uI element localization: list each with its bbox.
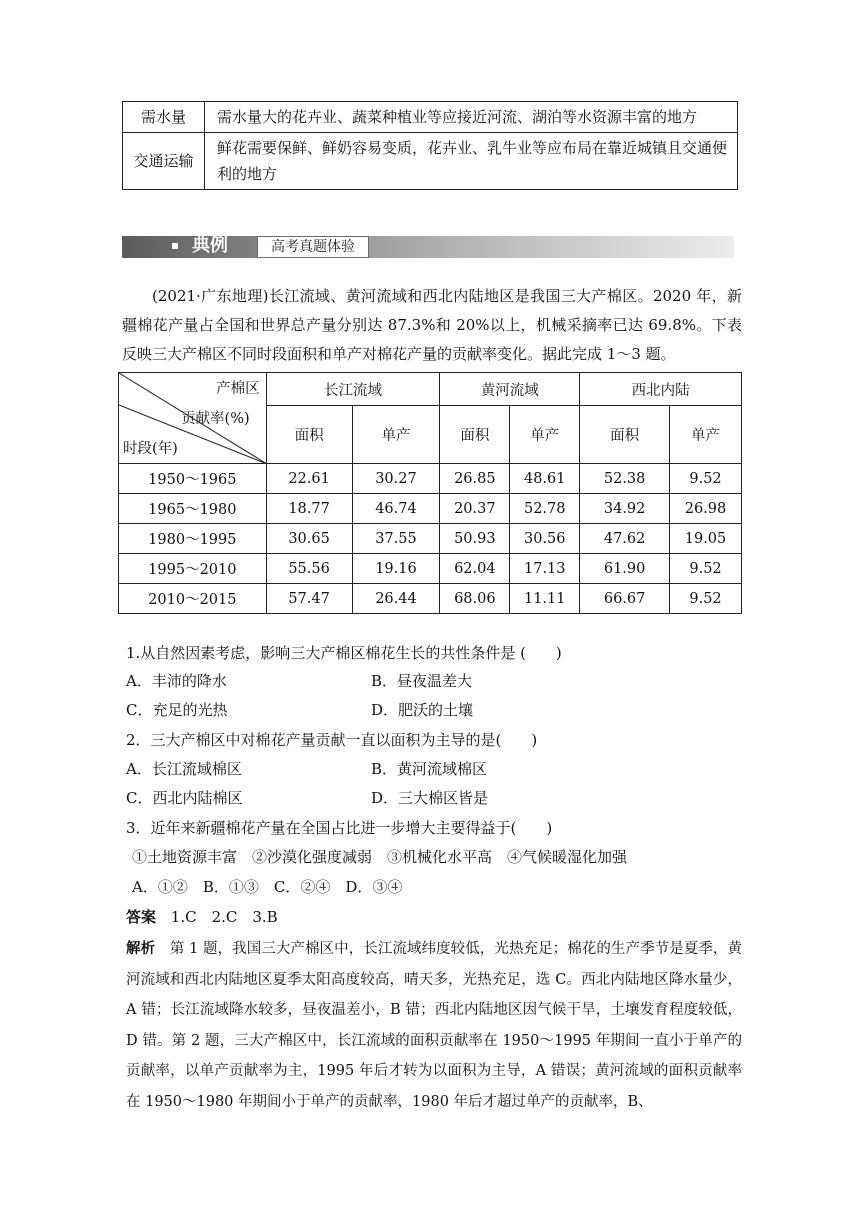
question-2-option-a: A．长江流域棉区 [126,760,242,778]
question-1-option-b: B．昼夜温差大 [371,672,473,690]
value-cell: 52.38 [580,464,670,494]
explanation-text: 第 1 题，我国三大产棉区中，长江流域纬度较低，光热充足；棉花的生产季节是夏季，黄河流域和西北内陆地区夏季太阳高度较高，晴天多，光热充足，选 C。西北内陆地区降水量少，A 错；长江流域降水较多，昼夜温差小，B 错；西北内陆地区因气候干旱，土壤发育程度较低，D 错。第 2 题，三大产棉区中，长江流域的面积贡献率在 1950～1995 年期间一直小于单产的贡献率，以单产贡献率为主，1995 年后才转为以面积为主导，A 错误；黄河流域的面积贡献率在 1950～1980 年期间小于单产的贡献率，1980 年后才超过单产的贡献率，B、 [126,941,742,1110]
value-cell: 66.67 [580,584,670,614]
value-cell: 19.05 [670,524,742,554]
value-cell: 26.44 [352,584,440,614]
value-cell: 26.85 [440,464,510,494]
corner-middle: 贡献率(%) [181,411,250,427]
section-banner [122,232,734,266]
diagonal-header-cell [119,373,267,464]
value-cell: 30.65 [266,524,352,554]
banner-title: 典例 [192,235,228,256]
banner-subtitle: 高考真题体验 [257,236,369,258]
question-2-stem: 2．三大产棉区中对棉花产量贡献一直以面积为主导的是( ) [126,731,538,749]
region-header: 西北内陆 [580,373,742,406]
subheader-cell: 单产 [510,406,580,464]
value-cell: 22.61 [266,464,352,494]
cotton-contribution-table [118,372,742,614]
explanation-paragraph [126,934,742,1117]
intro-paragraph: (2021·广东地理)长江流域、黄河流域和西北内陆地区是我国三大产棉区。2020 年，新疆棉花产量占全国和世界总产量分别达 87.3%和 20%以上，机械采摘率已达 69.8%。下表反映三大产棉区不同时段面积和单产对棉花产量的贡献率变化。据此完成 1～3 题。 [122,287,742,363]
question-2-option-c: C．西北内陆棉区 [126,789,243,807]
period-cell: 2010～2015 [119,584,267,614]
table-row [123,133,738,190]
table-header-row [119,373,742,406]
value-cell: 62.04 [440,554,510,584]
value-cell: 30.27 [352,464,440,494]
question-1-option-d: D．肥沃的土壤 [371,701,474,719]
question-2-option-b: B．黄河流域棉区 [371,760,488,778]
question-1-stem: 1.从自然因素考虑，影响三大产棉区棉花生长的共性条件是 ( ) [126,644,562,662]
value-cell: 52.78 [510,494,580,524]
square-bullet-icon [172,243,178,249]
answer-text: 1.C 2.C 3.B [170,908,278,926]
factor-table [122,101,738,190]
question-3-stem: 3．近年来新疆棉花产量在全国占比进一步增大主要得益于( ) [126,819,553,837]
subheader-cell: 面积 [440,406,510,464]
row-text: 需水量大的花卉业、蔬菜种植业等应接近河流、湖泊等水资源丰富的地方 [205,102,738,133]
question-2-option-d: D．三大棉区皆是 [371,789,489,807]
value-cell: 9.52 [670,464,742,494]
period-cell: 1980～1995 [119,524,267,554]
row-label: 交通运输 [123,133,205,190]
question-1-option-a: A．丰沛的降水 [126,672,227,690]
table-row [119,494,742,524]
value-cell: 37.55 [352,524,440,554]
question-3-options: A．①② B．①③ C．②④ D．③④ [132,878,403,896]
value-cell: 18.77 [266,494,352,524]
value-cell: 34.92 [580,494,670,524]
value-cell: 48.61 [510,464,580,494]
value-cell: 26.98 [670,494,742,524]
value-cell: 20.37 [440,494,510,524]
period-cell: 1995～2010 [119,554,267,584]
subheader-cell: 单产 [670,406,742,464]
table-row [123,102,738,133]
table-row [119,554,742,584]
row-text: 鲜花需要保鲜、鲜奶容易变质，花卉业、乳牛业等应布局在靠近城镇且交通便利的地方 [205,133,738,190]
table-row [119,584,742,614]
value-cell: 17.13 [510,554,580,584]
value-cell: 30.56 [510,524,580,554]
value-cell: 47.62 [580,524,670,554]
region-header: 黄河流域 [440,373,580,406]
period-cell: 1965～1980 [119,494,267,524]
subheader-cell: 面积 [580,406,670,464]
value-cell: 9.52 [670,584,742,614]
period-cell: 1950～1965 [119,464,267,494]
table-row [119,524,742,554]
corner-top: 产棉区 [216,381,260,397]
value-cell: 19.16 [352,554,440,584]
table-row [119,464,742,494]
answer-label: 答案 [126,908,157,926]
value-cell: 61.90 [580,554,670,584]
value-cell: 9.52 [670,554,742,584]
answer-line [126,906,278,928]
explanation-label: 解析 [126,941,156,957]
subheader-cell: 单产 [352,406,440,464]
value-cell: 68.06 [440,584,510,614]
value-cell: 11.11 [510,584,580,614]
value-cell: 50.93 [440,524,510,554]
region-header: 长江流域 [266,373,440,406]
value-cell: 46.74 [352,494,440,524]
value-cell: 55.56 [266,554,352,584]
corner-bottom: 时段(年) [123,441,178,457]
row-label: 需水量 [123,102,205,133]
value-cell: 57.47 [266,584,352,614]
question-1-option-c: C．充足的光热 [126,701,228,719]
question-3-items: ①土地资源丰富 ②沙漠化强度减弱 ③机械化水平高 ④气候暖湿化加强 [132,848,628,866]
subheader-cell: 面积 [266,406,352,464]
